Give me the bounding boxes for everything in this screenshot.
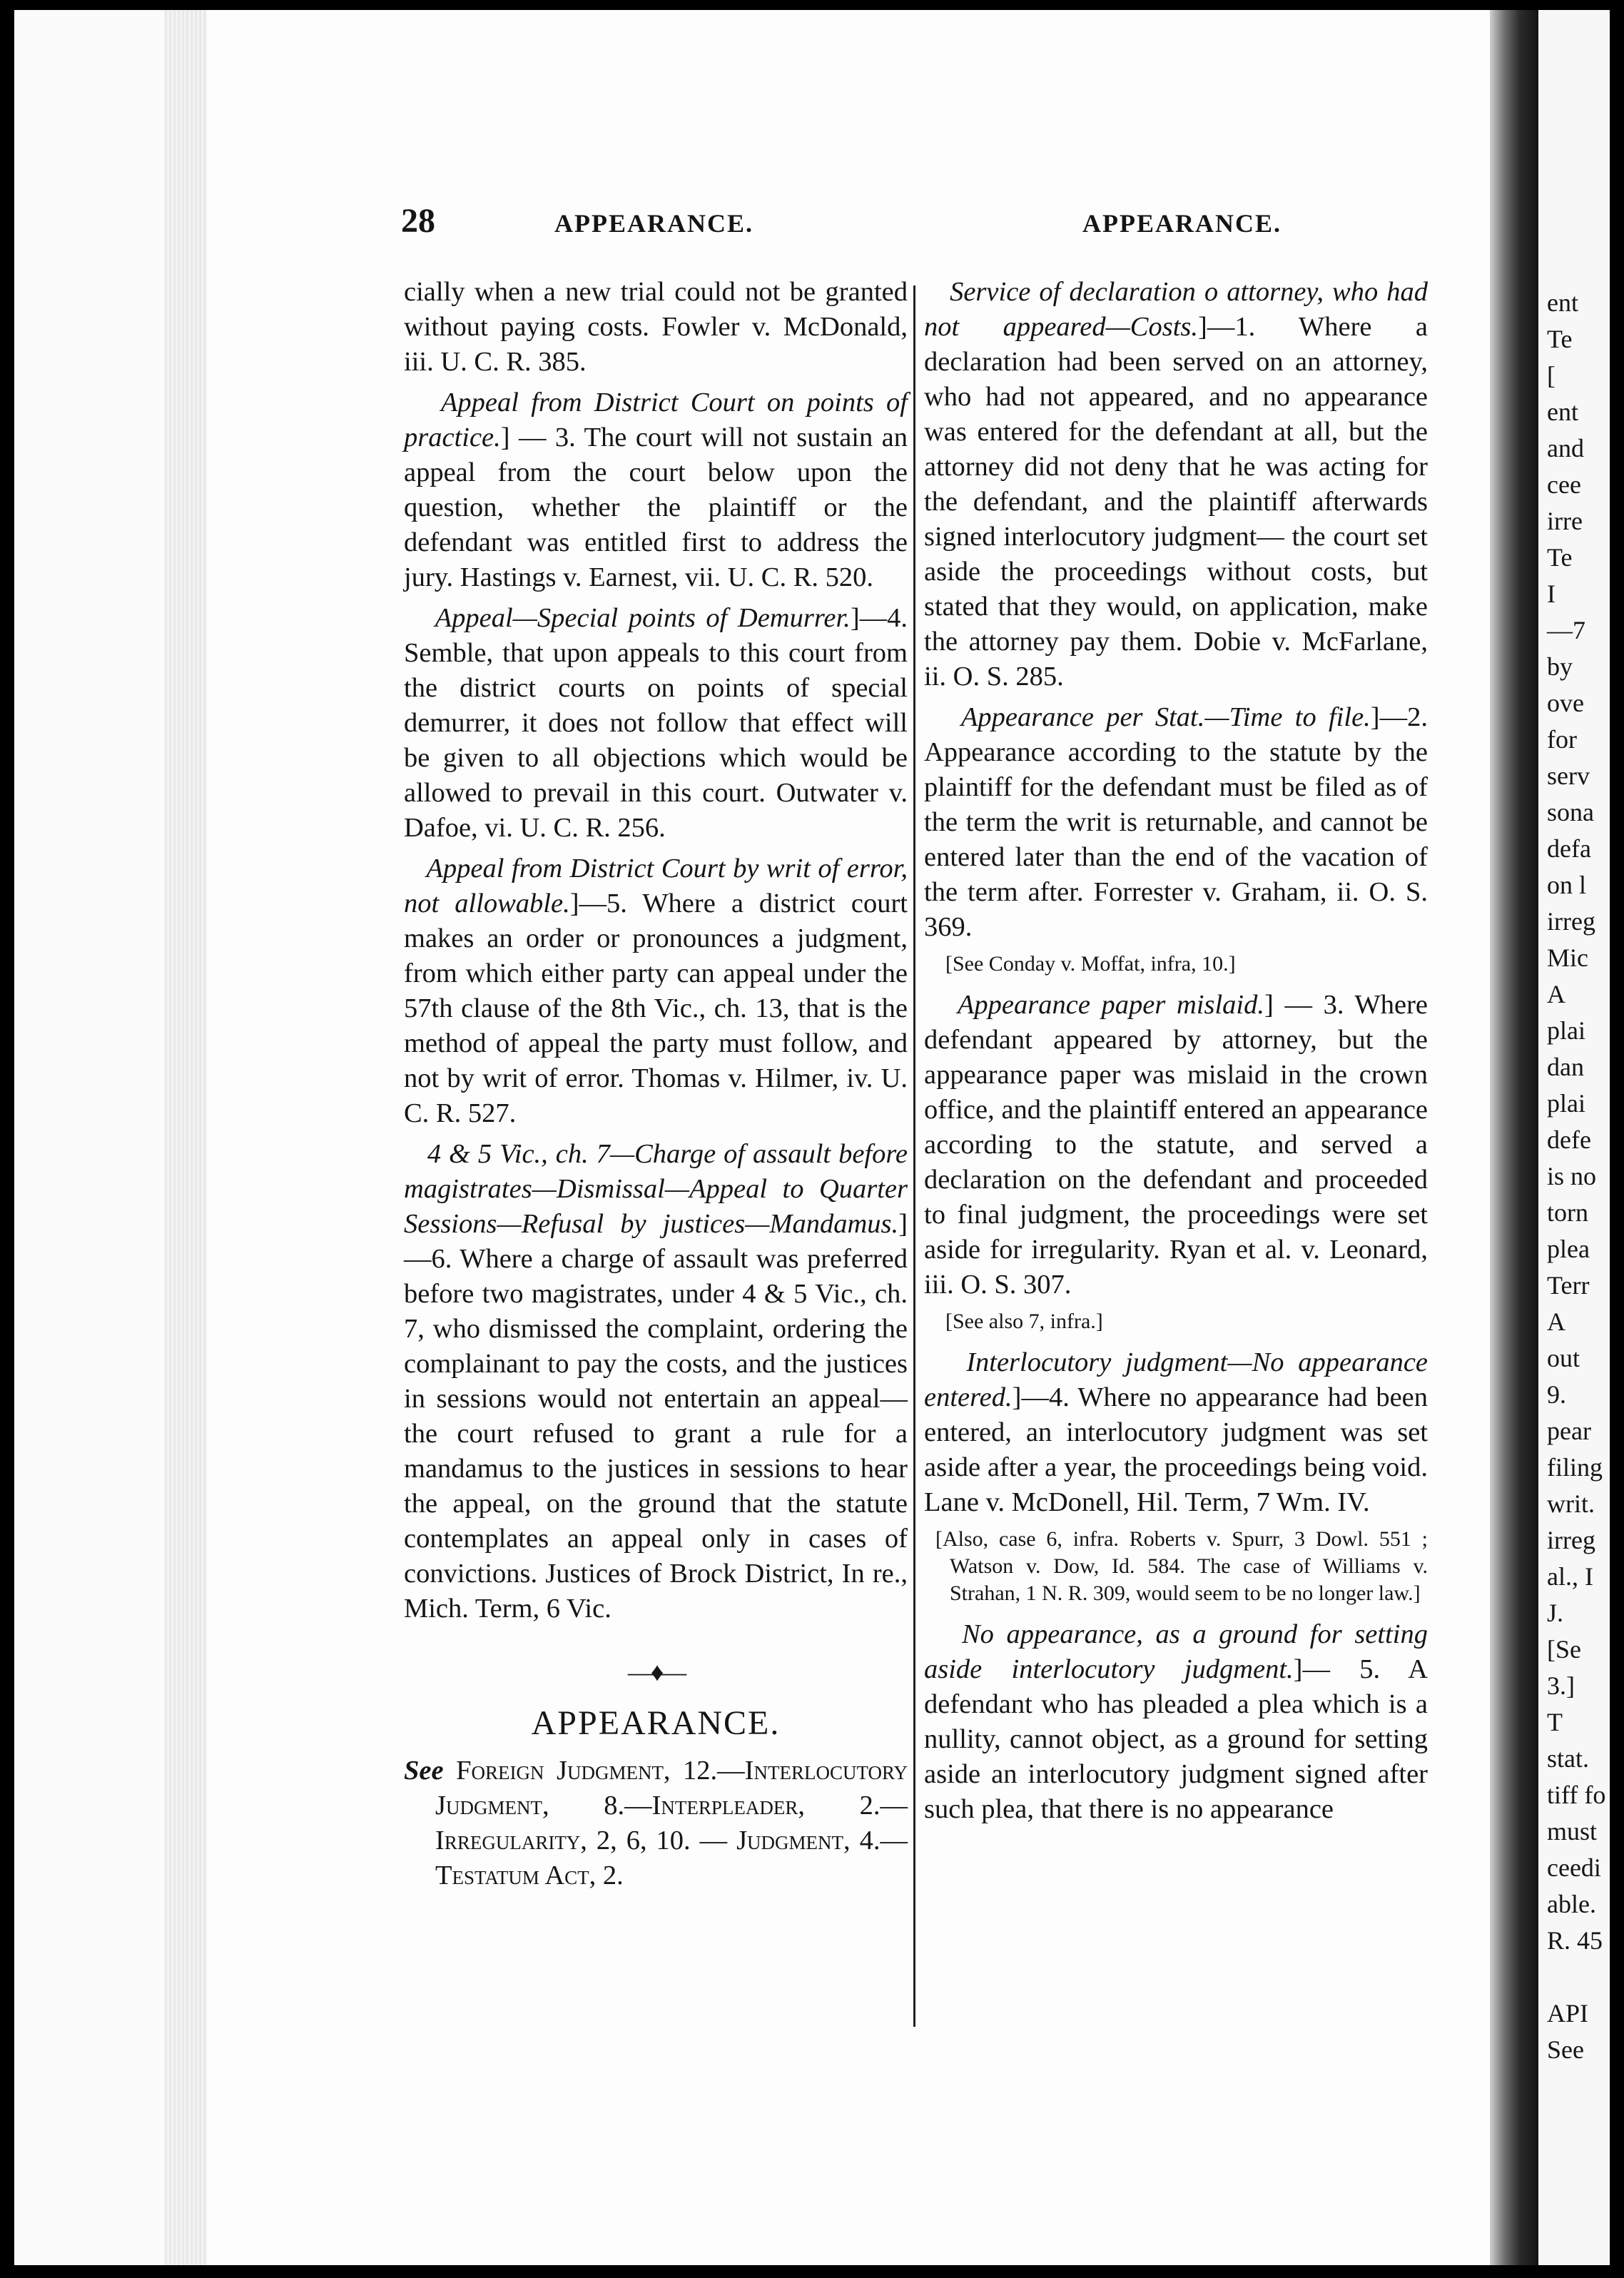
case-entry — [404, 851, 908, 1131]
entry-body: ] — 3. Where defendant appeared by attorney, but the appearance paper was mislaid in the crown office, and the plaintiff entered an appearance according to the statute, and served a declaration on the defendant and proceeded to final judgment, the proceedings were set aside for irregularity. Ryan et al. v. Leonard, iii. O. S. 307. — [924, 990, 1428, 1300]
next-page-text-fragment: sona — [1547, 798, 1594, 826]
next-page-text-fragment: dan — [1547, 1053, 1584, 1081]
section-title: APPEARANCE. — [531, 1704, 781, 1742]
case-entry — [924, 275, 1428, 694]
next-page-text-fragment: cee — [1547, 470, 1581, 499]
entry-body: ]—1. Where a declaration had been served on an attorney, who had not appeared, and no appearance was entered for the defendant at all, but the attorney did not deny that he was acting for the defendant, and the plaintiff afterwards signed interlocutory judgment— the court set aside the proceedings without costs, but stated that they would, on application, make the attorney pay them. Dobie v. McFarlane, ii. O. S. 285. — [924, 312, 1428, 692]
next-page-text-fragment: torn — [1547, 1198, 1588, 1227]
next-page-text-fragment: able. — [1547, 1890, 1596, 1918]
entry-heading: Appearance per Stat.—Time to file. — [960, 702, 1371, 732]
entry-heading: Appeal from District Court by writ of error, not allowable. — [404, 854, 908, 918]
entry-heading: Appeal—Special points of Demurrer. — [435, 603, 851, 633]
next-page-text-fragment: pear — [1547, 1417, 1591, 1445]
cross-reference-note: [Also, case 6, infra. Roberts v. Spurr, 3 Dowl. 551 ; Watson v. Dow, Id. 584. The case of Williams v. Strahan, 1 N. R. 309, would seem to be no longer law.] — [935, 1527, 1428, 1605]
next-page-text-fragment: for — [1547, 725, 1577, 754]
see-label: See — [404, 1756, 444, 1786]
column-divider — [913, 285, 915, 2027]
next-page-text-fragment: defe — [1547, 1125, 1591, 1154]
next-page-text-fragment: serv — [1547, 761, 1590, 790]
left-column — [404, 275, 908, 1893]
next-page-text-fragment: irreg — [1547, 1526, 1595, 1554]
entry-body: ] — 3. The court will not sustain an appeal from the court below upon the question, whether the plaintiff or the defendant was entitled first to address the jury. Hastings v. Earnest, vii. U. C. R. 520. — [404, 422, 908, 592]
next-page-text-fragment: plai — [1547, 1016, 1585, 1045]
next-page-text-fragment: See — [1547, 2035, 1584, 2064]
next-page-text-fragment: [Se — [1547, 1635, 1581, 1664]
next-page-text-fragment: and — [1547, 434, 1584, 462]
next-page-text-fragment: 9. — [1547, 1380, 1566, 1409]
cross-reference-note: [See also 7, infra.] — [945, 1310, 1103, 1333]
running-head-right: APPEARANCE. — [1082, 209, 1282, 238]
next-page-text-fragment: ove — [1547, 689, 1584, 717]
next-page-fragment — [1538, 10, 1610, 2265]
case-entry — [404, 1137, 908, 1626]
cross-reference-note: [See Conday v. Moffat, infra, 10.] — [945, 952, 1236, 976]
next-page-text-fragment: tiff fo — [1547, 1781, 1606, 1809]
running-head-left: APPEARANCE. — [554, 209, 753, 238]
entry-heading: Appearance paper mislaid. — [957, 990, 1265, 1020]
case-entry — [924, 1617, 1428, 1827]
next-page-text-fragment: out — [1547, 1344, 1580, 1372]
case-entry — [924, 1345, 1428, 1520]
entry-heading: 4 & 5 Vic., ch. 7—Charge of assault before magistrates—Dismissal—Appeal to Quarter Sessions—Refusal by justices—Mandamus. — [404, 1139, 908, 1239]
next-page-text-fragment: writ. — [1547, 1489, 1595, 1518]
book-gutter-shadow — [1490, 10, 1540, 2265]
case-entry — [924, 988, 1428, 1302]
next-page-text-fragment: is no — [1547, 1162, 1597, 1190]
next-page-text-fragment: plai — [1547, 1089, 1585, 1118]
see-also-references — [404, 1753, 908, 1893]
page-edges — [164, 10, 207, 2265]
next-page-text-fragment: Terr — [1547, 1271, 1590, 1300]
next-page-text-fragment: A — [1547, 1307, 1565, 1336]
see-also-text: Foreign Judgment, 12.—Interlocutory Judgment, 8.—Interpleader, 2.—Irregularity, 2, 6, 10. — Judgment, 4.— Testatum Act, 2. — [435, 1756, 908, 1890]
next-page-text-fragment: plea — [1547, 1235, 1590, 1263]
case-entry — [404, 385, 908, 595]
next-page-text-fragment: —7 — [1547, 616, 1585, 644]
page-header — [401, 201, 1443, 244]
entry-heading: No appearance, as a ground for setting aside interlocutory judgment. — [924, 1619, 1428, 1684]
entry-body: ]— 5. A defendant who has pleaded a plea which is a nullity, cannot object, as a ground for setting aside an interlocutory judgment signed after such plea, that there is no appearance — [924, 1654, 1428, 1824]
next-page-text-fragment: J. — [1547, 1599, 1564, 1627]
entry-heading: Interlocutory judgment—No appearance entered. — [924, 1347, 1428, 1412]
case-entry — [924, 700, 1428, 945]
next-page-text-fragment: by — [1547, 652, 1573, 681]
next-page-text-fragment: I — [1547, 579, 1556, 608]
next-page-text-fragment: ent — [1547, 288, 1578, 317]
next-page-text-fragment: defa — [1547, 834, 1591, 863]
next-page-text-fragment: must — [1547, 1817, 1598, 1846]
section-ornament: —♦— — [627, 1658, 684, 1686]
entry-heading: Appeal from District Court on points of practice. — [404, 388, 908, 452]
next-page-text-fragment: [ — [1547, 361, 1556, 390]
right-column — [924, 275, 1428, 1833]
next-page-text-fragment: ent — [1547, 398, 1578, 426]
entry-body: cially when a new trial could not be granted without paying costs. Fowler v. McDonald, iii. U. C. R. 385. — [404, 277, 908, 377]
next-page-text-fragment: R. 45 — [1547, 1926, 1603, 1955]
entry-body: ]—2. Appearance according to the statute by the plaintiff for the defendant must be filed as of the term the writ is returnable, and cannot be entered later than the end of the vacation of the term after. Forrester v. Graham, ii. O. S. 369. — [924, 702, 1428, 942]
case-entry — [404, 275, 908, 380]
next-page-text-fragment: filing — [1547, 1453, 1603, 1482]
next-page-text-fragment: API — [1547, 1999, 1589, 2028]
case-entry — [404, 601, 908, 846]
next-page-text-fragment: Te — [1547, 325, 1573, 353]
next-page-text-fragment: stat. — [1547, 1744, 1589, 1773]
next-page-text-fragment: Mic — [1547, 943, 1588, 972]
entry-body: ]—4. Semble, that upon appeals to this court from the district courts on points of special demurrer, it does not follow that effect will be given to all objections which would be allowed to prevail in this court. Outwater v. Dafoe, vi. U. C. R. 256. — [404, 603, 908, 843]
next-page-text-fragment: irreg — [1547, 907, 1595, 936]
next-page-text-fragment: Te — [1547, 543, 1573, 572]
entry-body: ]—4. Where no appearance had been entered, an interlocutory judgment was set aside after a year, the proceedings being void. Lane v. McDonell, Hil. Term, 7 Wm. IV. — [924, 1382, 1428, 1517]
next-page-text-fragment: ceedi — [1547, 1853, 1601, 1882]
next-page-text-fragment: irre — [1547, 507, 1583, 535]
entry-body: ]—6. Where a charge of assault was preferred before two magistrates, under 4 & 5 Vic., ch. 7, who dismissed the complaint, ordering the complainant to pay the costs, and the justices in sessions would not entertain an appeal—the court refused to grant a rule for a mandamus to the justices in sessions to hear the appeal, on the ground that the statute contemplates an appeal only in cases of convictions. Justices of Brock District, In re., Mich. Term, 6 Vic. — [404, 1209, 908, 1624]
next-page-text-fragment: on l — [1547, 871, 1587, 899]
next-page-text-fragment: al., I — [1547, 1562, 1593, 1591]
entry-heading: Service of declaration o attorney, who had not appeared—Costs. — [924, 277, 1428, 342]
next-page-text-fragment: T — [1547, 1708, 1563, 1736]
page-number: 28 — [401, 202, 435, 240]
next-page-text-fragment: 3.] — [1547, 1671, 1575, 1700]
next-page-text-fragment: A — [1547, 980, 1565, 1008]
entry-body: ]—5. Where a district court makes an order or pronounces a judgment, from which either party can appeal under the 57th clause of the 8th Vic., ch. 13, that is the method of appeal the party must follow, and not by writ of error. Thomas v. Hilmer, iv. U. C. R. 527. — [404, 889, 908, 1128]
